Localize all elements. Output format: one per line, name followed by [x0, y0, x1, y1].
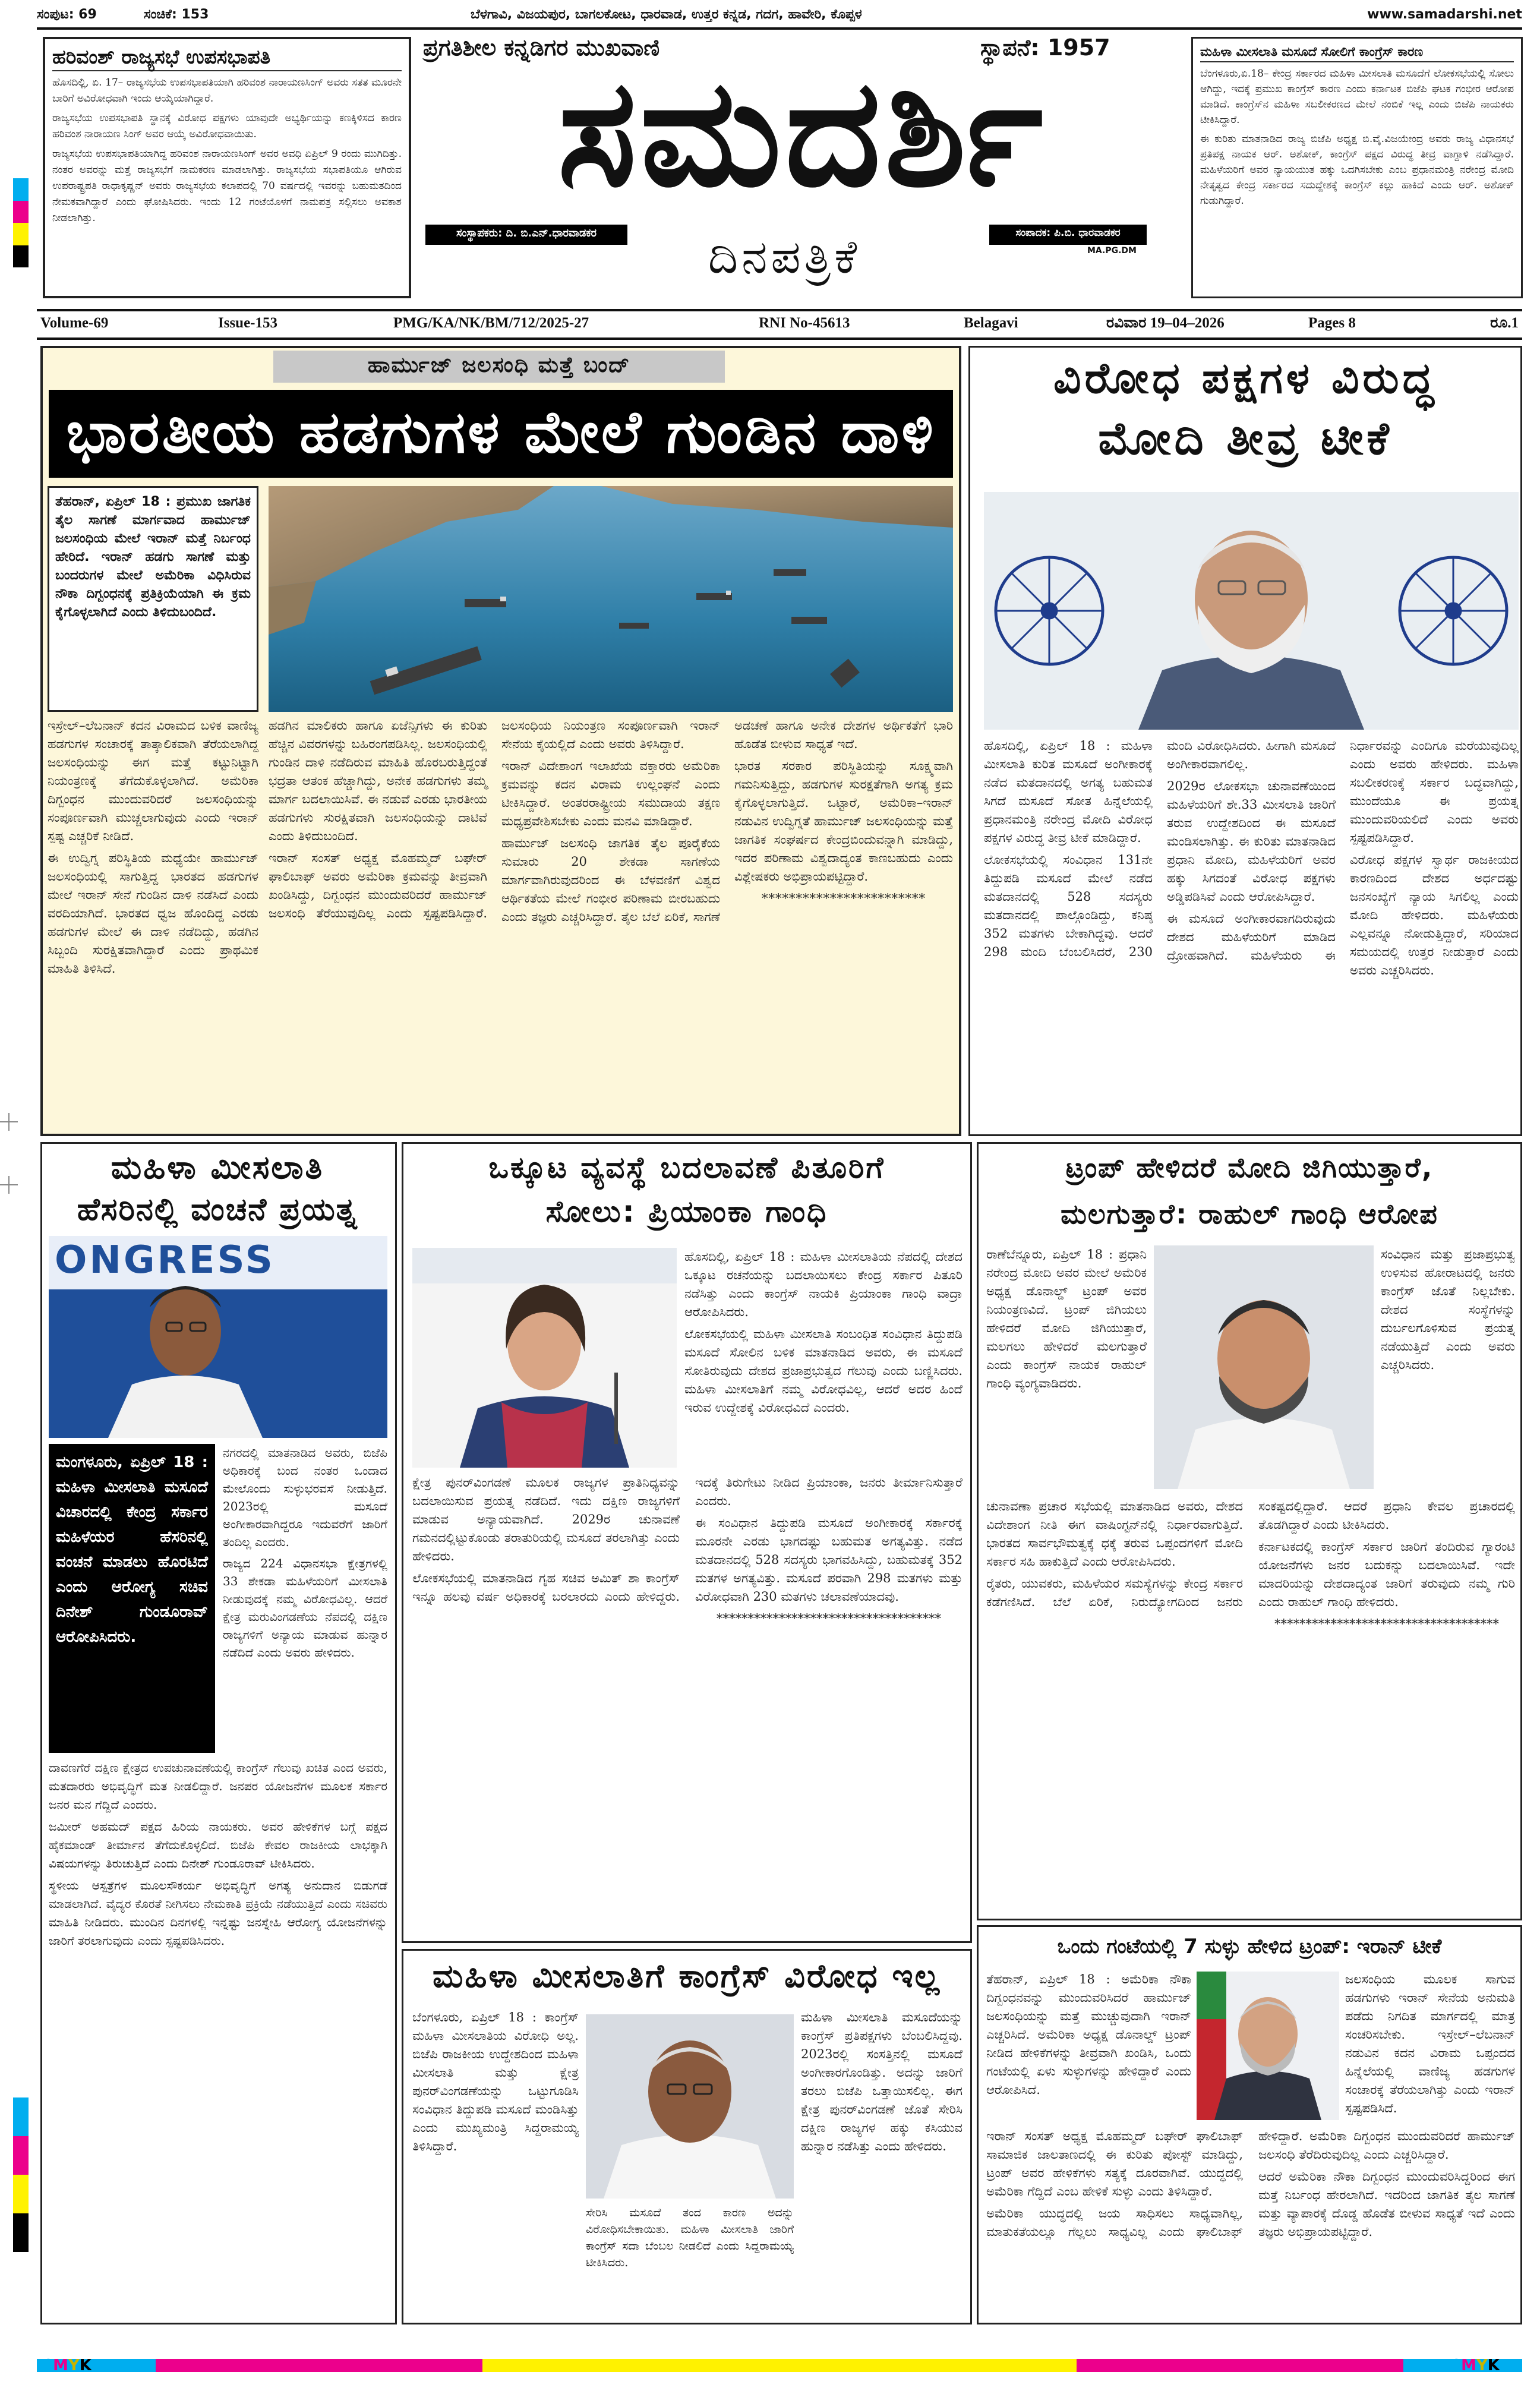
top-rule — [37, 27, 1522, 30]
trump-body-bottom — [986, 2127, 1515, 2317]
paragraph: ಈ ಸಂವಿಧಾನ ತಿದ್ದುಪಡಿ ಮಸೂದೆ ಅಂಗೀಕಾರಕ್ಕೆ ಸರ್ಕಾರಕ್ಕೆ ಮೂರನೇ ಎರಡು ಭಾಗದಷ್ಟು ಬಹುಮತ ಅಗತ್ಯವಿತ್ತು. ನಡೆದ ಮತದಾನದಲ್ಲಿ 528 ಸದಸ್ಯರು ಭಾಗವಹಿಸಿದ್ದು, ಬಹುಮತಕ್ಕೆ 352 ಮತಗಳ ಅಗತ್ಯವಿತ್ತು. ಮಸೂದೆ ಪರವಾಗಿ 298 ಮತಗಳು ಮತ್ತು ವಿರೋಧವಾಗಿ 230 ಮತಗಳು ಚಲಾವಣೆಯಾದವು. — [695, 1516, 962, 1604]
info-bar — [37, 313, 1522, 336]
volume-label: ಸಂಪುಟ: 69 — [37, 7, 97, 22]
paragraph: ಚುನಾವಣಾ ಪ್ರಚಾರ ಸಭೆಯಲ್ಲಿ ಮಾತನಾಡಿದ ಅವರು, ದೇಶದ ವಿದೇಶಾಂಗ ನೀತಿ ಈಗ ವಾಷಿಂಗ್ಟನ್‌ನಲ್ಲಿ ನಿರ್ಧಾರವಾಗುತ್ತಿದೆ. ಭಾರತದ ಸಾರ್ವಭೌಮತ್ವಕ್ಕೆ ಧಕ್ಕೆ ತರುವ ಒಪ್ಪಂದಗಳಿಗೆ ಮೋದಿ ಸರ್ಕಾರ ಸಹಿ ಹಾಕುತ್ತಿದೆ ಎಂದು ಆರೋಪಿಸಿದರು. — [986, 1499, 1243, 1569]
color-strip-bottom — [13, 2097, 29, 2252]
edition-cities: ಬೆಳಗಾವಿ, ವಿಜಯಪುರ, ಬಾಗಲಕೋಟ, ಧಾರವಾಡ, ಉತ್ತರ ಕನ್ನಡ, ಗದಗ, ಹಾವೇರಿ, ಕೊಪ್ಪಳ — [471, 7, 862, 22]
bottom-bar-label-left: CMYK — [42, 2357, 91, 2374]
siddaramaiah-portrait-illustration — [586, 2014, 794, 2199]
masthead-editor: ಸಂಪಾದಕ: ಪಿ.ಬಿ. ಧಾರವಾಡಕರ — [1015, 227, 1121, 239]
left-brief-body — [52, 75, 402, 226]
dinesh-intro: ಮಂಗಳೂರು, ಏಪ್ರಿಲ್ 18 : ಮಹಿಳಾ ಮೀಸಲಾತಿ ಮಸೂದೆ ವಿಚಾರದಲ್ಲಿ ಕೇಂದ್ರ ಸರ್ಕಾರ ಮಹಿಳೆಯರ ಹೆಸರಿನಲ್ಲಿ ವಂಚನೆ ಮಾಡಲು ಹೊರಟಿದೆ ಎಂದು ಆರೋಗ್ಯ ಸಚಿವ ದಿನೇಶ್ ಗುಂಡೂರಾವ್ ಆರೋಪಿಸಿದರು. — [56, 1453, 208, 1646]
paragraph: ಬೆಂಗಳೂರು,ಏ.18– ಕೇಂದ್ರ ಸರ್ಕಾರದ ಮಹಿಳಾ ಮೀಸಲಾತಿ ಮಸೂದೆಗೆ ಲೋಕಸಭೆಯಲ್ಲಿ ಸೋಲು ಆಗಿದ್ದು, ಇದಕ್ಕೆ ಪ್ರಮುಖ ಕಾಂಗ್ರೆಸ್ ಕಾರಣ ಎಂದು ಕರ್ನಾಟಕ ಬಿಜೆಪಿ ಘಟಕ ಗಂಭೀರ ಆರೋಪ ಮಾಡಿದೆ. ಕಾಂಗ್ರೆಸ್‌ನ ಮಹಿಳಾ ಸಬಲೀಕರಣದ ಮೇಲೆ ನಂಬಿಕೆ ಇಲ್ಲ ಎಂದು ಬಿಜೆಪಿ ನಾಯಕರು ಟೀಕಿಸಿದ್ದಾರೆ. — [1200, 68, 1514, 126]
masthead-tagline: ಪ್ರಗತಿಶೀಲ ಕನ್ನಡಿಗರ ಮುಖವಾಣಿ — [423, 34, 660, 61]
masthead-editor-degree: MA.PG.DM — [1087, 246, 1137, 256]
trump-body-left — [986, 1970, 1191, 2125]
website-link[interactable]: www.samadarshi.net — [1367, 7, 1522, 22]
paragraph: ಅಮೆರಿಕಾ ಯುದ್ಧದಲ್ಲಿ ಜಯ ಸಾಧಿಸಲು ಸಾಧ್ಯವಾಗಿಲ್ಲ, ಮಾತುಕತೆಯಲ್ಲೂ ಗೆಲ್ಲಲು ಸಾಧ್ಯವಿಲ್ಲ ಎಂದು ಘಾಲಿಬಾಫ್ ಹೇಳಿದ್ದಾರೆ. ಅಮೆರಿಕಾ ದಿಗ್ಬಂಧನ ಮುಂದುವರಿದರೆ ಹಾರ್ಮುಜ್ ಜಲಸಂಧಿ ತೆರೆದಿರುವುದಿಲ್ಲ ಎಂದು ಎಚ್ಚರಿಸಿದ್ದಾರೆ. — [986, 2129, 1515, 2239]
info-price: ರೂ.1 — [1490, 315, 1519, 331]
rahul-body-left — [986, 1245, 1147, 1495]
paragraph: ಇಸ್ರೇಲ್–ಲೆಬನಾನ್ ಕದನ ವಿರಾಮದ ಬಳಿಕ ವಾಣಿಜ್ಯ ಹಡಗುಗಳ ಸಂಚಾರಕ್ಕೆ ತಾತ್ಕಾಲಿಕವಾಗಿ ತೆರೆಯಲಾಗಿದ್ದ ಜಲಸಂಧಿಯನ್ನು ಈಗ ಮತ್ತೆ ಕಟ್ಟುನಿಟ್ಟಾಗಿ ನಿಯಂತ್ರಣಕ್ಕೆ ತೆಗೆದುಕೊಳ್ಳಲಾಗಿದೆ. ಅಮೆರಿಕಾ ದಿಗ್ಬಂಧನ ಮುಂದುವರಿದರೆ ಜಲಸಂಧಿಯನ್ನು ಸಂಪೂರ್ಣವಾಗಿ ಮುಚ್ಚಲಾಗುವುದು ಎಂದು ಇರಾನ್ ಸ್ಪಷ್ಟ ಎಚ್ಚರಿಕೆ ನೀಡಿದೆ. — [48, 718, 258, 843]
end-mark: ************************************ — [1274, 1617, 1499, 1631]
info-issue: Issue-153 — [218, 315, 278, 331]
color-strip-top — [13, 178, 29, 267]
paragraph: ಜಲಸಂಧಿಯ ಮೂಲಕ ಸಾಗುವ ಹಡಗುಗಳು ಇರಾನ್ ಸೇನೆಯ ಅನುಮತಿ ಪಡೆದು ನಿಗದಿತ ಮಾರ್ಗದಲ್ಲಿ ಮಾತ್ರ ಸಂಚರಿಸಬೇಕು. ಇಸ್ರೇಲ್–ಲೆಬನಾನ್ ನಡುವಿನ ಕದನ ವಿರಾಮ ಒಪ್ಪಂದದ ಹಿನ್ನೆಲೆಯಲ್ಲಿ ವಾಣಿಜ್ಯ ಹಡಗುಗಳ ಸಂಚಾರಕ್ಕೆ ತೆರೆಯಲಾಗಿತ್ತು ಎಂದು ಇರಾನ್ ಸ್ಪಷ್ಟಪಡಿಸಿದೆ. — [1345, 1972, 1515, 2115]
paragraph: ಜಮೀರ್ ಅಹಮದ್ ಪಕ್ಷದ ಹಿರಿಯ ನಾಯಕರು. ಅವರ ಹೇಳಿಕೆಗಳ ಬಗ್ಗೆ ಪಕ್ಷದ ಹೈಕಮಾಂಡ್ ತೀರ್ಮಾನ ತೆಗೆದುಕೊಳ್ಳಲಿದೆ. ಬಿಜೆಪಿ ಕೇವಲ ರಾಜಕೀಯ ಲಾಭಕ್ಕಾಗಿ ವಿಷಯಗಳನ್ನು ತಿರುಚುತ್ತಿದೆ ಎಂದು ದಿನೇಶ್ ಗುಂಡೂರಾವ್ ಟೀಕಿಸಿದರು. — [49, 1819, 387, 1871]
paragraph: ಲೋಕಸಭೆಯಲ್ಲಿ ಮಹಿಳಾ ಮೀಸಲಾತಿ ಸಂಬಂಧಿತ ಸಂವಿಧಾನ ತಿದ್ದುಪಡಿ ಮಸೂದೆ ಸೋಲಿನ ಬಳಿಕ ಮಾತನಾಡಿದ ಅವರು, ಈ ಮಸೂದೆ ಸೋತಿರುವುದು ದೇಶದ ಪ್ರಜಾಪ್ರಭುತ್ವದ ಗೆಲುವು ಎಂದು ಬಣ್ಣಿಸಿದರು. ಮಹಿಳಾ ಮೀಸಲಾತಿಗೆ ನಮ್ಮ ವಿರೋಧವಿಲ್ಲ, ಆದರೆ ಅದರ ಹಿಂದೆ ಇರುವ ಉದ್ದೇಶಕ್ಕೆ ವಿರೋಧವಿದೆ ಎಂದರು. — [684, 1327, 962, 1415]
lead-headline: ಭಾರತೀಯ ಹಡಗುಗಳ ಮೇಲೆ ಗುಂಡಿನ ದಾಳಿ — [66, 399, 936, 466]
info-date: ರವಿವಾರ 19–04–2026 — [1106, 315, 1225, 331]
siddaramaiah-photo — [586, 2014, 794, 2199]
paragraph: ಈ ಕುರಿತು ಮಾತನಾಡಿದ ರಾಜ್ಯ ಬಿಜೆಪಿ ಅಧ್ಯಕ್ಷ ಬಿ.ವೈ.ವಿಜಯೇಂದ್ರ ಅವರು ರಾಜ್ಯ ವಿಧಾನಸಭೆ ಪ್ರತಿಪಕ್ಷ ನಾಯಕ ಆರ್. ಅಶೋಕ್, ಕಾಂಗ್ರೆಸ್ ಪಕ್ಷದ ವಿರುದ್ಧ ತೀವ್ರ ವಾಗ್ದಾಳಿ ನಡೆಸಿದ್ದಾರೆ. ಮಹಿಳೆಯರಿಗೆ ಅವರ ನ್ಯಾಯಯುತ ಹಕ್ಕು ಒದಗಿಸಬೇಕು ಎಂಬ ಪ್ರಧಾನಮಂತ್ರಿ ನರೇಂದ್ರ ಮೋದಿ ನೇತೃತ್ವದ ಕೇಂದ್ರ ಸರ್ಕಾರದ ಸದುದ್ದೇಶಕ್ಕೆ ಕಾಂಗ್ರೆಸ್ ಕಲ್ಲು ಹಾಕಿದೆ ಎಂದು ಆರ್. ಅಶೋಕ್ ಗುಡುಗಿದ್ದಾರೆ. — [1200, 133, 1514, 207]
rahul-body-bottom — [986, 1497, 1515, 1913]
paragraph: ರಾಜ್ಯಸಭೆಯ ಉಪಸಭಾಪತಿಯಾಗಿದ್ದ ಹರಿವಂಶ ನಾರಾಯಣಸಿಂಗ್ ಅವರ ಅವಧಿ ಏಪ್ರಿಲ್ 9 ರಂದು ಮುಗಿದಿತ್ತು. ನಂತರ ಅವರನ್ನು ಮತ್ತೆ ರಾಜ್ಯಸಭೆಗೆ ನಾಮಕರಣ ಮಾಡಲಾಗಿತ್ತು. ರಾಜ್ಯಸಭೆಯ ಸಭಾಪತಿಯೂ ಆಗಿರುವ ಉಪರಾಷ್ಟ್ರಪತಿ ರಾಧಾಕೃಷ್ಣನ್ ಅವರು ರಾಜ್ಯಸಭೆಯ ಕಲಾಪದಲ್ಲಿ 70 ವರ್ಷದಲ್ಲಿ ಇವರನ್ನು ಬಹುಮತದಿಂದ ನೇಮಕವಾಗಿದ್ದಾರೆ ಎಂದು ಘೋಷಿಸಿದರು. ಇಂದು 12 ಗಂಟೆಯೊಳಗೆ ನಾಮಪತ್ರ ಸಲ್ಲಿಸಲು ಅವಕಾಶ ನೀಡಲಾಗಿತ್ತು. — [52, 148, 402, 224]
paragraph: ಸಂವಿಧಾನ ಮತ್ತು ಪ್ರಜಾಪ್ರಭುತ್ವ ಉಳಿಸುವ ಹೋರಾಟದಲ್ಲಿ ಜನರು ಕಾಂಗ್ರೆಸ್ ಜೊತೆ ನಿಲ್ಲಬೇಕು. ದೇಶದ ಸಂಸ್ಥೆಗಳನ್ನು ದುರ್ಬಲಗೊಳಿಸುವ ಪ್ರಯತ್ನ ನಡೆಯುತ್ತಿದೆ ಎಂದು ಅವರು ಎಚ್ಚರಿಸಿದರು. — [1381, 1247, 1515, 1372]
rahul-headline-2: ಮಲಗುತ್ತಾರೆ: ರಾಹುಲ್ ಗಾಂಧಿ ಆರೋಪ — [1061, 1198, 1438, 1230]
paragraph: ಹೊಸದಿಲ್ಲಿ, ಏಪ್ರಿಲ್ 18 : ಮಹಿಳಾ ಮೀಸಲಾತಿಯ ನೆಪದಲ್ಲಿ ದೇಶದ ಒಕ್ಕೂಟ ರಚನೆಯನ್ನು ಬದಲಾಯಿಸಲು ಕೇಂದ್ರ ಸರ್ಕಾರ ಪಿತೂರಿ ನಡೆಸಿತ್ತು ಎಂದು ಕಾಂಗ್ರೆಸ್ ನಾಯಕಿ ಪ್ರಿಯಾಂಕಾ ಗಾಂಧಿ ವಾದ್ರಾ ಆರೋಪಿಸಿದರು. — [684, 1250, 962, 1319]
infobar-bottom-rule — [37, 338, 1522, 340]
rahul-headline-1: ಟ್ರಂಪ್ ಹೇಳಿದರೆ ಮೋದಿ ಜಿಗಿಯುತ್ತಾರೆ, — [1065, 1152, 1434, 1184]
iran-speaker-portrait-illustration — [1197, 1972, 1339, 2120]
rahul-portrait-illustration — [1154, 1245, 1374, 1489]
trump-headline: ಒಂದು ಗಂಟೆಯಲ್ಲಿ 7 ಸುಳ್ಳು ಹೇಳಿದ ಟ್ರಂಪ್: ಇರಾನ್ ಟೀಕೆ — [1057, 1935, 1442, 1958]
siddaramaiah-body-right — [801, 2008, 962, 2317]
paragraph: ಲೋಕಸಭೆಯಲ್ಲಿ ಸಂವಿಧಾನ 131ನೇ ತಿದ್ದುಪಡಿ ಮಸೂದೆ ಮೇಲೆ ನಡೆದ ಮತದಾನದಲ್ಲಿ 528 ಸದಸ್ಯರು ಮತದಾನದಲ್ಲಿ ಪಾಲ್ಗೊಂಡಿದ್ದು, ಕನಿಷ್ಠ 352 ಮತಗಳು ಬೇಕಾಗಿದ್ದವು. ಆದರೆ 298 ಮಂದಿ ಬೆಂಬಲಿಸಿದರೆ, 230 ಮಂದಿ ವಿರೋಧಿಸಿದರು. ಹೀಗಾಗಿ ಮಸೂದೆ ಅಂಗೀಕಾರವಾಗಲಿಲ್ಲ. — [984, 739, 1336, 959]
priyanka-body-bottom — [412, 1474, 962, 1937]
paragraph: ಸ್ಥಳೀಯ ಆಸ್ಪತ್ರೆಗಳ ಮೂಲಸೌಕರ್ಯ ಅಭಿವೃದ್ಧಿಗೆ ಅಗತ್ಯ ಅನುದಾನ ಬಿಡುಗಡೆ ಮಾಡಲಾಗಿದೆ. ವೈದ್ಯರ ಕೊರತೆ ನೀಗಿಸಲು ನೇಮಕಾತಿ ಪ್ರಕ್ರಿಯೆ ನಡೆಯುತ್ತಿದೆ ಎಂದು ಸಚಿವರು ಮಾಹಿತಿ ನೀಡಿದರು. ಮುಂದಿನ ದಿನಗಳಲ್ಲಿ ಇನ್ನಷ್ಟು ಜನಸ್ನೇಹಿ ಆರೋಗ್ಯ ಯೋಜನೆಗಳನ್ನು ಜಾರಿಗೆ ತರಲಾಗುವುದು ಎಂದು ಸ್ಪಷ್ಟಪಡಿಸಿದರು. — [49, 1878, 387, 1948]
modi-headline-1: ವಿರೋಧ ಪಕ್ಷಗಳ ವಿರುದ್ಧ — [1053, 353, 1437, 403]
info-registration: PMG/KA/NK/BM/712/2025-27 — [393, 315, 589, 331]
paragraph: ಈ ಉದ್ವಿಗ್ನ ಪರಿಸ್ಥಿತಿಯ ಮಧ್ಯೆಯೇ ಹಾರ್ಮುಜ್ ಜಲಸಂಧಿಯಲ್ಲಿ ಸಾಗುತ್ತಿದ್ದ ಭಾರತದ ಹಡಗುಗಳ ಮೇಲೆ ಇರಾನ್ ಸೇನೆ ಗುಂಡಿನ ದಾಳಿ ನಡೆಸಿದೆ ಎಂದು ವರದಿಯಾಗಿದೆ. ಭಾರತದ ಧ್ವಜ ಹೊಂದಿದ್ದ ಎರಡು ಹಡಗುಗಳ ಮೇಲೆ ಈ ದಾಳಿ ನಡೆದಿದ್ದು, ಹಡಗಿನ ಸಿಬ್ಬಂದಿ ಸುರಕ್ಷಿತವಾಗಿದ್ದಾರೆ ಎಂದು ಪ್ರಾಥಮಿಕ ಮಾಹಿತಿ ತಿಳಿಸಿದೆ. — [48, 851, 258, 976]
issue-label: ಸಂಚಿಕೆ: 153 — [144, 7, 209, 22]
rahul-photo — [1154, 1245, 1374, 1489]
dinesh-headline-2: ಹೆಸರಿನಲ್ಲಿ ವಂಚನೆ ಪ್ರಯತ್ನ — [77, 1192, 358, 1228]
right-brief-box — [1191, 37, 1523, 298]
siddaramaiah-body-left — [412, 2008, 579, 2317]
lead-intro: ತೆಹರಾನ್, ಏಪ್ರಿಲ್ 18 : ಪ್ರಮುಖ ಜಾಗತಿಕ ತೈಲ ಸಾಗಣೆ ಮಾರ್ಗವಾದ ಹಾರ್ಮುಜ್ ಜಲಸಂಧಿಯ ಮೇಲೆ ಇರಾನ್ ಮತ್ತೆ ನಿರ್ಬಂಧ ಹೇರಿದೆ. ಇರಾನ್ ಹಡಗು ಸಾಗಣೆ ಮತ್ತು ಬಂದರುಗಳ ಮೇಲೆ ಅಮೆರಿಕಾ ವಿಧಿಸಿರುವ ನೌಕಾ ದಿಗ್ಬಂಧನಕ್ಕೆ ಪ್ರತಿಕ್ರಿಯೆಯಾಗಿ ಈ ಕ್ರಮ ಕೈಗೊಳ್ಳಲಾಗಿದೆ ಎಂದು ತಿಳಿದುಬಂದಿದೆ. — [55, 494, 251, 620]
end-mark: ************************************ — [717, 1611, 941, 1626]
paragraph: ಲೋಕಸಭೆಯಲ್ಲಿ ಮಾತನಾಡಿದ ಗೃಹ ಸಚಿವ ಅಮಿತ್ ಶಾ ಕಾಂಗ್ರೆಸ್ ಇನ್ನೂ ಹಲವು ವರ್ಷ ಅಧಿಕಾರಕ್ಕೆ ಬರಲಾರದು ಎಂದು ಹೇಳಿದ್ದರು. ಇದಕ್ಕೆ ತಿರುಗೇಟು ನೀಡಿದ ಪ್ರಿಯಾಂಕಾ, ಜನರು ತೀರ್ಮಾನಿಸುತ್ತಾರೆ ಎಂದರು. — [412, 1475, 962, 1604]
lead-body-left — [48, 717, 258, 1127]
paragraph: ರಾಜ್ಯಸಭೆಯ ಉಪಸಭಾಪತಿ ಸ್ಥಾನಕ್ಕೆ ವಿರೋಧ ಪಕ್ಷಗಳು ಯಾವುದೇ ಅಭ್ಯರ್ಥಿಯನ್ನು ಕಣಕ್ಕಿಳಿಸದ ಕಾರಣ ಹರಿವಂಶ ನಾರಾಯಣ ಸಿಂಗ್ ಅವರ ಆಯ್ಕೆ ಅವಿರೋಧವಾಯಿತು. — [52, 112, 402, 140]
paragraph: ರಾಣೆಬೆನ್ನೂರು, ಏಪ್ರಿಲ್ 18 : ಪ್ರಧಾನಿ ನರೇಂದ್ರ ಮೋದಿ ಅವರ ಮೇಲೆ ಅಮೆರಿಕ ಅಧ್ಯಕ್ಷ ಡೊನಾಲ್ಡ್ ಟ್ರಂಪ್ ಅವರ ನಿಯಂತ್ರಣವಿದೆ. ಟ್ರಂಪ್ ಜಿಗಿಯಲು ಹೇಳಿದರೆ ಮೋದಿ ಜಿಗಿಯುತ್ತಾರೆ, ಮಲಗಲು ಹೇಳಿದರೆ ಮಲಗುತ್ತಾರೆ ಎಂದು ಕಾಂಗ್ರೆಸ್ ನಾಯಕ ರಾಹುಲ್ ಗಾಂಧಿ ವ್ಯಂಗ್ಯವಾಡಿದರು. — [986, 1247, 1147, 1390]
paragraph: ಈ ಮಸೂದೆ ಅಂಗೀಕಾರವಾಗದಿರುವುದು ದೇಶದ ಮಹಿಳೆಯರಿಗೆ ಮಾಡಿದ ದ್ರೋಹವಾಗಿದೆ. ಮಹಿಳೆಯರು ಈ ನಿರ್ಧಾರವನ್ನು ಎಂದಿಗೂ ಮರೆಯುವುದಿಲ್ಲ ಎಂದು ಅವರು ಹೇಳಿದರು. ಮಹಿಳಾ ಸಬಲೀಕರಣಕ್ಕೆ ಸರ್ಕಾರ ಬದ್ಧವಾಗಿದ್ದು, ಮುಂದೆಯೂ ಈ ಪ್ರಯತ್ನ ಮುಂದುವರಿಯಲಿದೆ ಎಂದು ಅವರು ಸ್ಪಷ್ಟಪಡಿಸಿದ್ದಾರೆ. — [1167, 739, 1519, 963]
info-volume: Volume-69 — [40, 315, 109, 331]
paragraph: ಹಡಗಿನ ಮಾಲಿಕರು ಹಾಗೂ ಏಜೆನ್ಸಿಗಳು ಈ ಕುರಿತು ಹೆಚ್ಚಿನ ವಿವರಗಳನ್ನು ಬಹಿರಂಗಪಡಿಸಿಲ್ಲ. ಜಲಸಂಧಿಯಲ್ಲಿ ಗುಂಡಿನ ದಾಳಿ ನಡೆದಿರುವ ಮಾಹಿತಿ ಹೊರಬರುತ್ತಿದ್ದಂತೆ ಭದ್ರತಾ ಆತಂಕ ಹೆಚ್ಚಾಗಿದ್ದು, ಅನೇಕ ಹಡಗುಗಳು ತಮ್ಮ ಮಾರ್ಗ ಬದಲಾಯಿಸಿವೆ. ಈ ನಡುವೆ ಎರಡು ಭಾರತೀಯ ಹಡಗುಗಳು ಸುರಕ್ಷಿತವಾಗಿ ಜಲಸಂಧಿಯನ್ನು ದಾಟಿವೆ ಎಂದು ತಿಳಿದುಬಂದಿದೆ. — [269, 718, 487, 843]
paragraph: ಮಹಿಳಾ ಮೀಸಲಾತಿ ಮಸೂದೆಯನ್ನು ಕಾಂಗ್ರೆಸ್ ಪ್ರತಿಪಕ್ಷಗಳು ಬೆಂಬಲಿಸಿದ್ದವು. 2023ರಲ್ಲಿ ಸಂಸತ್ತಿನಲ್ಲಿ ಮಸೂದೆ ಅಂಗೀಕಾರಗೊಂಡಿತ್ತು. ಅದನ್ನು ಜಾರಿಗೆ ತರಲು ಬಿಜೆಪಿ ಒತ್ತಾಯಿಸಲಿಲ್ಲ. ಈಗ ಕ್ಷೇತ್ರ ಪುನರ್‌ವಿಂಗಡಣೆ ಜೊತೆ ಸೇರಿಸಿ ದಕ್ಷಿಣ ರಾಜ್ಯಗಳ ಹಕ್ಕು ಕಸಿಯುವ ಹುನ್ನಾರ ನಡೆಸಿತ್ತು ಎಂದು ಹೇಳಿದರು. — [801, 2010, 962, 2153]
paragraph: ಸೇರಿಸಿ ಮಸೂದೆ ತಂದ ಕಾರಣ ಅದನ್ನು ವಿರೋಧಿಸಬೇಕಾಯಿತು. ಮಹಿಳಾ ಮೀಸಲಾತಿ ಜಾರಿಗೆ ಕಾಂಗ್ರೆಸ್ ಸದಾ ಬೆಂಬಲ ನೀಡಲಿದೆ ಎಂದು ಸಿದ್ದರಾಮಯ್ಯ ಟೀಕಿಸಿದರು. — [586, 2206, 794, 2269]
registration-mark — [8, 1113, 10, 1131]
paragraph: ಹಾರ್ಮುಜ್ ಜಲಸಂಧಿ ಜಾಗತಿಕ ತೈಲ ಪೂರೈಕೆಯ ಸುಮಾರು 20 ಶೇಕಡಾ ಸಾಗಣೆಯ ಮಾರ್ಗವಾಗಿರುವುದರಿಂದ ಈ ಬೆಳವಣಿಗೆ ವಿಶ್ವದ ಆರ್ಥಿಕತೆಯ ಮೇಲೆ ಗಂಭೀರ ಪರಿಣಾಮ ಬೀರಬಹುದು ಎಂದು ತಜ್ಞರು ಎಚ್ಚರಿಸಿದ್ದಾರೆ. ತೈಲ ಬೆಲೆ ಏರಿಕೆ, ಸಾಗಣೆ ಅಡಚಣೆ ಹಾಗೂ ಅನೇಕ ದೇಶಗಳ ಅರ್ಥಿಕತೆಗೆ ಭಾರಿ ಹೊಡೆತ ಬೀಳುವ ಸಾಧ್ಯತೆ ಇದೆ. — [501, 718, 953, 924]
iran-speaker-photo — [1197, 1972, 1339, 2120]
modi-body — [984, 737, 1519, 1129]
info-rni: RNI No-45613 — [759, 315, 850, 331]
paragraph: ದಾವಣಗೆರೆ ದಕ್ಷಿಣ ಕ್ಷೇತ್ರದ ಉಪಚುನಾವಣೆಯಲ್ಲಿ ಕಾಂಗ್ರೆಸ್ ಗೆಲುವು ಖಚಿತ ಎಂದ ಅವರು, ಮತದಾರರು ಅಭಿವೃದ್ಧಿಗೆ ಮತ ನೀಡಲಿದ್ದಾರೆ. ಜನಪರ ಯೋಜನೆಗಳ ಮೂಲಕ ಸರ್ಕಾರ ಜನರ ಮನ ಗೆದ್ದಿದೆ ಎಂದರು. — [49, 1761, 387, 1812]
lead-kicker: ಹಾರ್ಮುಜ್ ಜಲಸಂಧಿ ಮತ್ತೆ ಬಂದ್ — [367, 353, 631, 377]
info-pages: Pages 8 — [1308, 315, 1356, 331]
lead-intro-box — [48, 486, 258, 712]
paragraph: ರೈತರು, ಯುವಕರು, ಮಹಿಳೆಯರ ಸಮಸ್ಯೆಗಳನ್ನು ಕೇಂದ್ರ ಸರ್ಕಾರ ಕಡೆಗಣಿಸಿದೆ. ಬೆಲೆ ಏರಿಕೆ, ನಿರುದ್ಯೋಗದಿಂದ ಜನರು ಸಂಕಷ್ಟದಲ್ಲಿದ್ದಾರೆ. ಆದರೆ ಪ್ರಧಾನಿ ಕೇವಲ ಪ್ರಚಾರದಲ್ಲಿ ತೊಡಗಿದ್ದಾರೆ ಎಂದು ಟೀಕಿಸಿದರು. — [986, 1499, 1515, 1609]
infobar-top-rule — [37, 309, 1522, 311]
masthead-subtitle: ದಿನಪತ್ರಿಕೆ — [708, 231, 861, 284]
left-brief-title: ಹರಿವಂಶ್ ರಾಜ್ಯಸಭೆ ಉಪಸಭಾಪತಿ — [52, 44, 402, 71]
paragraph: ಆದರೆ ಅಮೆರಿಕಾ ನೌಕಾ ದಿಗ್ಬಂಧನ ಮುಂದುವರಿಸಿದ್ದರಿಂದ ಈಗ ಮತ್ತೆ ನಿರ್ಬಂಧ ಹೇರಲಾಗಿದೆ. ಇದರಿಂದ ಜಾಗತಿಕ ತೈಲ ಸಾಗಣೆ ಮತ್ತು ವ್ಯಾಪಾರಕ್ಕೆ ದೊಡ್ಡ ಹೊಡೆತ ಬೀಳುವ ಸಾಧ್ಯತೆ ಇದೆ ಎಂದು ತಜ್ಞರು ಅಭಿಪ್ರಾಯಪಟ್ಟಿದ್ದಾರೆ. — [1258, 2169, 1515, 2239]
paragraph: ಹೊಸದಿಲ್ಲಿ, ಏ. 17– ರಾಜ್ಯಸಭೆಯ ಉಪಸಭಾಪತಿಯಾಗಿ ಹರಿವಂಶ ನಾರಾಯಣಸಿಂಗ್ ಅವರು ಸತತ ಮೂರನೇ ಬಾರಿಗೆ ಅವಿರೋಧವಾಗಿ ಇಂದು ಆಯ್ಕೆಯಾಗಿದ್ದಾರೆ. — [52, 77, 402, 105]
paragraph: 2029ರ ಲೋಕಸಭಾ ಚುನಾವಣೆಯಿಂದ ಮಹಿಳೆಯರಿಗೆ ಶೇ.33 ಮೀಸಲಾತಿ ಜಾರಿಗೆ ತರುವ ಉದ್ದೇಶದಿಂದ ಈ ಮಸೂದೆ ಮಂಡಿಸಲಾಗಿತ್ತು. ಈ ಕುರಿತು ಮಾತನಾಡಿದ ಪ್ರಧಾನಿ ಮೋದಿ, ಮಹಿಳೆಯರಿಗೆ ಅವರ ಹಕ್ಕು ಸಿಗದಂತೆ ವಿರೋಧ ಪಕ್ಷಗಳು ಅಡ್ಡಿಪಡಿಸಿವೆ ಎಂದು ಆರೋಪಿಸಿದ್ದಾರೆ. — [1167, 779, 1336, 904]
paragraph: ಹೊಸದಿಲ್ಲಿ, ಏಪ್ರಿಲ್ 18 : ಮಹಿಳಾ ಮೀಸಲಾತಿ ಕುರಿತ ಮಸೂದೆ ಅಂಗೀಕಾರಕ್ಕೆ ನಡೆದ ಮತದಾನದಲ್ಲಿ ಅಗತ್ಯ ಬಹುಮತ ಸಿಗದೆ ಮಸೂದೆ ಸೋತ ಹಿನ್ನೆಲೆಯಲ್ಲಿ ಪ್ರಧಾನಮಂತ್ರಿ ನರೇಂದ್ರ ಮೋದಿ ವಿರೋಧ ಪಕ್ಷಗಳ ವಿರುದ್ಧ ತೀವ್ರ ಟೀಕೆ ಮಾಡಿದ್ದಾರೆ. — [984, 739, 1153, 845]
dinesh-body-top — [223, 1444, 387, 1753]
priyanka-headline-1: ಒಕ್ಕೂಟ ವ್ಯವಸ್ಥೆ ಬದಲಾವಣೆ ಪಿತೂರಿಗೆ — [488, 1150, 885, 1185]
strait-ships-photo — [269, 486, 953, 712]
masthead-title: ಸಮದರ್ಶಿ — [557, 46, 1047, 219]
left-brief-box — [43, 37, 411, 298]
modi-portrait-illustration — [984, 492, 1519, 730]
rahul-body-right — [1381, 1245, 1515, 1495]
masthead-founder: ಸಂಸ್ಥಾಪಕರು: ದಿ. ಬಿ.ಎನ್.ಧಾರವಾಡಕರ — [456, 227, 597, 239]
bottom-bar-label-right: CMYK — [1450, 2357, 1500, 2374]
masthead-founded: ಸ್ಥಾಪನೆ: 1957 — [980, 34, 1110, 61]
top-bar — [37, 7, 1522, 27]
lead-body-right — [269, 717, 953, 1127]
info-city: Belagavi — [964, 315, 1018, 331]
modi-headline-2: ಮೋದಿ ತೀವ್ರ ಟೀಕೆ — [1098, 412, 1393, 465]
priyanka-portrait-illustration — [412, 1248, 677, 1468]
bottom-color-bar — [37, 2359, 1522, 2372]
ships-in-strait-illustration — [269, 486, 953, 712]
paragraph: ವಿರೋಧ ಪಕ್ಷಗಳ ಸ್ವಾರ್ಥ ರಾಜಕೀಯದ ಕಾರಣದಿಂದ ದೇಶದ ಅರ್ಧದಷ್ಟು ಜನಸಂಖ್ಯೆಗೆ ನ್ಯಾಯ ಸಿಗಲಿಲ್ಲ ಎಂದು ಮೋದಿ ಹೇಳಿದರು. ಮಹಿಳೆಯರು ಎಲ್ಲವನ್ನೂ ನೋಡುತ್ತಿದ್ದಾರೆ, ಸರಿಯಾದ ಸಮಯದಲ್ಲಿ ಉತ್ತರ ನೀಡುತ್ತಾರೆ ಎಂದು ಅವರು ಎಚ್ಚರಿಸಿದರು. — [1350, 853, 1519, 977]
paragraph: ಕರ್ನಾಟಕದಲ್ಲಿ ಕಾಂಗ್ರೆಸ್ ಸರ್ಕಾರ ಜಾರಿಗೆ ತಂದಿರುವ ಗ್ಯಾರಂಟಿ ಯೋಜನೆಗಳು ಜನರ ಬದುಕನ್ನು ಬದಲಾಯಿಸಿವೆ. ಇದೇ ಮಾದರಿಯನ್ನು ದೇಶದಾದ್ಯಂತ ಜಾರಿಗೆ ತರುವುದು ನಮ್ಮ ಗುರಿ ಎಂದು ರಾಹುಲ್ ಗಾಂಧಿ ಹೇಳಿದರು. — [1258, 1540, 1515, 1609]
paragraph: ಭಾರತ ಸರಕಾರ ಪರಿಸ್ಥಿತಿಯನ್ನು ಸೂಕ್ಷ್ಮವಾಗಿ ಗಮನಿಸುತ್ತಿದ್ದು, ಹಡಗುಗಳ ಸುರಕ್ಷತೆಗಾಗಿ ಅಗತ್ಯ ಕ್ರಮ ಕೈಗೊಳ್ಳಲಾಗುತ್ತಿದೆ. ಒಟ್ಟಾರೆ, ಅಮೆರಿಕಾ–ಇರಾನ್ ನಡುವಿನ ಉದ್ವಿಗ್ನತೆ ಹಾರ್ಮುಜ್ ಜಲಸಂಧಿಯನ್ನು ಮತ್ತೆ ಜಾಗತಿಕ ಸಂಘರ್ಷದ ಕೇಂದ್ರಬಿಂದುವನ್ನಾಗಿ ಮಾಡಿದ್ದು, ಇದರ ಪರಿಣಾಮ ವಿಶ್ವದಾದ್ಯಂತ ಕಾಣಬಹುದು ಎಂದು ವಿಶ್ಲೇಷಕರು ಅಭಿಪ್ರಾಯಪಟ್ಟಿದ್ದಾರೆ. — [734, 759, 953, 884]
dinesh-photo-banner: ONGRESS — [55, 1238, 275, 1282]
trump-body-right — [1345, 1970, 1515, 2125]
end-mark: ************************ — [762, 891, 926, 906]
paragraph: ತೆಹರಾನ್, ಏಪ್ರಿಲ್ 18 : ಅಮೆರಿಕಾ ನೌಕಾ ದಿಗ್ಬಂಧನವನ್ನು ಮುಂದುವರಿಸಿದರೆ ಹಾರ್ಮುಜ್ ಜಲಸಂಧಿಯನ್ನು ಮತ್ತೆ ಮುಚ್ಚುವುದಾಗಿ ಇರಾನ್ ಎಚ್ಚರಿಸಿದೆ. ಅಮೆರಿಕಾ ಅಧ್ಯಕ್ಷ ಡೊನಾಲ್ಡ್ ಟ್ರಂಪ್ ನೀಡಿದ ಹೇಳಿಕೆಗಳನ್ನು ತೀವ್ರವಾಗಿ ಖಂಡಿಸಿ, ಒಂದು ಗಂಟೆಯಲ್ಲಿ ಏಳು ಸುಳ್ಳುಗಳನ್ನು ಹೇಳಿದ್ದಾರೆ ಎಂದು ಆರೋಪಿಸಿದೆ. — [986, 1972, 1191, 2097]
siddaramaiah-headline: ಮಹಿಳಾ ಮೀಸಲಾತಿಗೆ ಕಾಂಗ್ರೆಸ್ ವಿರೋಧ ಇಲ್ಲ — [433, 1957, 941, 1995]
paragraph: ಕ್ಷೇತ್ರ ಪುನರ್‌ವಿಂಗಡಣೆ ಮೂಲಕ ರಾಜ್ಯಗಳ ಪ್ರಾತಿನಿಧ್ಯವನ್ನು ಬದಲಾಯಿಸುವ ಪ್ರಯತ್ನ ನಡೆದಿದೆ. ಇದು ದಕ್ಷಿಣ ರಾಜ್ಯಗಳಿಗೆ ಮಾಡುವ ಅನ್ಯಾಯವಾಗಿದೆ. 2029ರ ಚುನಾವಣೆ ಗಮನದಲ್ಲಿಟ್ಟುಕೊಂಡು ತರಾತುರಿಯಲ್ಲಿ ಮಸೂದೆ ತರಲಾಗಿತ್ತು ಎಂದು ಹೇಳಿದರು. — [412, 1475, 680, 1563]
paragraph: ಇರಾನ್ ವಿದೇಶಾಂಗ ಇಲಾಖೆಯ ವಕ್ತಾರರು ಅಮೆರಿಕಾ ಕ್ರಮವನ್ನು ಕದನ ವಿರಾಮ ಉಲ್ಲಂಘನೆ ಎಂದು ಟೀಕಿಸಿದ್ದಾರೆ. ಅಂತರರಾಷ್ಟ್ರೀಯ ಸಮುದಾಯ ತಕ್ಷಣ ಮಧ್ಯಪ್ರವೇಶಿಸಬೇಕು ಎಂದು ಮನವಿ ಮಾಡಿದ್ದಾರೆ. — [501, 759, 720, 828]
right-brief-body — [1200, 66, 1514, 209]
dinesh-intro-box — [49, 1444, 215, 1753]
modi-photo — [984, 492, 1519, 730]
priyanka-photo — [412, 1248, 677, 1468]
paragraph: ಇರಾನ್ ಸಂಸತ್ ಅಧ್ಯಕ್ಷ ಮೊಹಮ್ಮದ್ ಬಘೇರ್ ಘಾಲಿಬಾಫ್ ಅವರು ಅಮೆರಿಕಾ ಕ್ರಮವನ್ನು ತೀವ್ರವಾಗಿ ಖಂಡಿಸಿದ್ದು, ದಿಗ್ಬಂಧನ ಮುಂದುವರಿದರೆ ಹಾರ್ಮುಜ್ ಜಲಸಂಧಿ ತೆರೆಯುವುದಿಲ್ಲ ಎಂದು ಸ್ಪಷ್ಟಪಡಿಸಿದ್ದಾರೆ. ಜಲಸಂಧಿಯ ನಿಯಂತ್ರಣ ಸಂಪೂರ್ಣವಾಗಿ ಇರಾನ್ ಸೇನೆಯ ಕೈಯಲ್ಲಿದೆ ಎಂದು ಅವರು ತಿಳಿಸಿದ್ದಾರೆ. — [269, 718, 720, 920]
paragraph: ನಗರದಲ್ಲಿ ಮಾತನಾಡಿದ ಅವರು, ಬಿಜೆಪಿ ಅಧಿಕಾರಕ್ಕೆ ಬಂದ ನಂತರ ಒಂದಾದ ಮೇಲೊಂದು ಸುಳ್ಳುಭರವಸೆ ನೀಡುತ್ತಿದೆ. 2023ರಲ್ಲಿ ಮಸೂದೆ ಅಂಗೀಕಾರವಾಗಿದ್ದರೂ ಇದುವರೆಗೆ ಜಾರಿಗೆ ತಂದಿಲ್ಲ ಎಂದರು. — [223, 1446, 387, 1549]
priyanka-headline-2: ಸೋಲು: ಪ್ರಿಯಾಂಕಾ ಗಾಂಧಿ — [545, 1194, 828, 1229]
dinesh-body-bottom — [49, 1759, 387, 2317]
right-brief-title: ಮಹಿಳಾ ಮೀಸಲಾತಿ ಮಸೂದೆ ಸೋಲಿಗೆ ಕಾಂಗ್ರೆಸ್ ಕಾರಣ — [1200, 42, 1514, 62]
priyanka-body-top — [684, 1248, 962, 1468]
paragraph: ಇರಾನ್ ಸಂಸತ್ ಅಧ್ಯಕ್ಷ ಮೊಹಮ್ಮದ್ ಬಘೇರ್ ಘಾಲಿಬಾಫ್ ಸಾಮಾಜಿಕ ಜಾಲತಾಣದಲ್ಲಿ ಈ ಕುರಿತು ಪೋಸ್ಟ್ ಮಾಡಿದ್ದು, ಟ್ರಂಪ್ ಅವರ ಹೇಳಿಕೆಗಳು ಸತ್ಯಕ್ಕೆ ದೂರವಾಗಿವೆ. ಯುದ್ಧದಲ್ಲಿ ಅಮೆರಿಕಾ ಗೆದ್ದಿದೆ ಎಂಬ ಹೇಳಿಕೆ ಸುಳ್ಳು ಎಂದು ತಿಳಿಸಿದ್ದಾರೆ. — [986, 2129, 1243, 2199]
paragraph: ರಾಜ್ಯದ 224 ವಿಧಾನಸಭಾ ಕ್ಷೇತ್ರಗಳಲ್ಲಿ 33 ಶೇಕಡಾ ಮಹಿಳೆಯರಿಗೆ ಮೀಸಲಾತಿ ನೀಡುವುದಕ್ಕೆ ನಮ್ಮ ವಿರೋಧವಿಲ್ಲ. ಆದರೆ ಕ್ಷೇತ್ರ ಮರುವಿಂಗಡಣೆಯ ನೆಪದಲ್ಲಿ ದಕ್ಷಿಣ ರಾಜ್ಯಗಳಿಗೆ ಅನ್ಯಾಯ ಮಾಡುವ ಹುನ್ನಾರ ನಡೆದಿದೆ ಎಂದು ಅವರು ಹೇಳಿದರು. — [223, 1556, 387, 1660]
dinesh-headline-1: ಮಹಿಳಾ ಮೀಸಲಾತಿ — [111, 1149, 324, 1186]
siddaramaiah-body-under-photo — [586, 2204, 794, 2317]
dinesh-photo — [49, 1236, 387, 1438]
paragraph: ಬೆಂಗಳೂರು, ಏಪ್ರಿಲ್ 18 : ಕಾಂಗ್ರೆಸ್ ಮಹಿಳಾ ಮೀಸಲಾತಿಯ ವಿರೋಧಿ ಅಲ್ಲ. ಬಿಜೆಪಿ ರಾಜಕೀಯ ಉದ್ದೇಶದಿಂದ ಮಹಿಳಾ ಮೀಸಲಾತಿ ಮತ್ತು ಕ್ಷೇತ್ರ ಪುನರ್‌ವಿಂಗಡಣೆಯನ್ನು ಒಟ್ಟುಗೂಡಿಸಿ ಸಂವಿಧಾನ ತಿದ್ದುಪಡಿ ಮಸೂದೆ ಮಂಡಿಸಿತ್ತು ಎಂದು ಮುಖ್ಯಮಂತ್ರಿ ಸಿದ್ದರಾಮಯ್ಯ ತಿಳಿಸಿದ್ದಾರೆ. — [412, 2010, 579, 2153]
registration-mark — [8, 1176, 10, 1194]
